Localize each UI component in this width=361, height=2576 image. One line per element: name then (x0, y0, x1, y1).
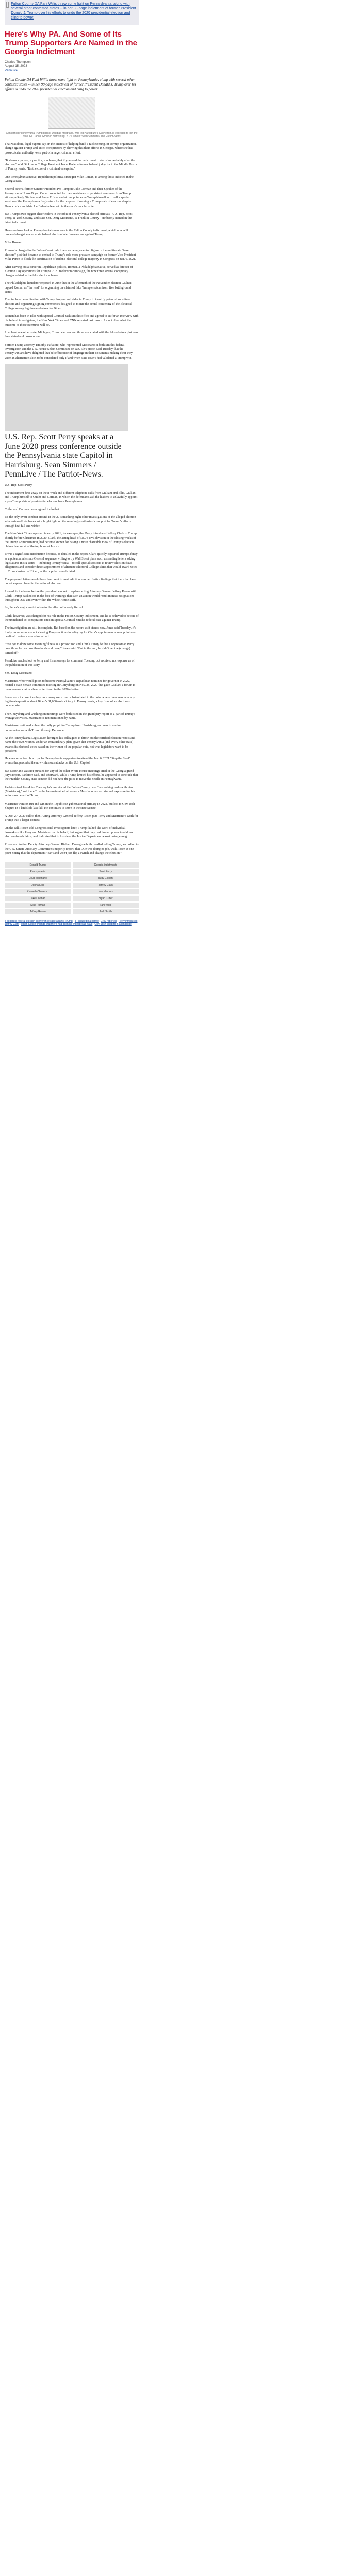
article-paragraph: Mastriano continued to beat the bully pulpit for Trump from Harrisburg, and was in routine communication with Trump through December. (5, 724, 121, 732)
article-paragraph: The New York Times reported in early 2021, for example, that Perry introduced Jeffrey Clark to Trump shortly before Christmas in 2020. Clark, the acting head of DOJ's civil division in the closing weeks of the Trump Administration, had become known for having a more charitable view of Trump's election claims than most of the top brass at Justice. (5, 532, 137, 549)
article-summary: Fulton County DA Fani Willis threw some light on Pennsylvania, along with several other contested states -- in her 98-page indictment of former President Donald J. Trump over his efforts to undo the 2020 presidential election and cling to power. (5, 78, 136, 91)
tag-chip[interactable]: Pennsylvania (5, 869, 71, 874)
author-name: Charles Thompson (5, 61, 31, 64)
inline-link[interactable]: Gov. Josh Shapiro in a landslide (94, 923, 132, 926)
article-paragraph: A Dec. 27, 2020 call to then-Acting Attorney General Jeffrey Rosen puts Perry and Mastriano's work for Trump into a larger context. (5, 814, 138, 822)
article-paragraph: Some were incorrect as they bore many were over substantiated to the point where there was ever any legitimate question about Biden's 81,000-vote victory in Pennsylvania, a key front of an electoral-college win. (5, 695, 135, 708)
top-banner (5, 0, 139, 25)
tag-chip[interactable]: Jenna Ellis (5, 883, 71, 888)
article-date: August 15, 2023 (5, 65, 27, 68)
byline (5, 60, 139, 73)
inline-link[interactable]: Perry introduced Jeffrey Clark (5, 920, 138, 926)
tag-chip[interactable]: Jack Smith (73, 909, 139, 914)
article-paragraph: That was done, legal experts say, in the interest of helping build a racketeering, or corrupt organization, charge against Trump and 18 co-conspirators by showing that their efforts in Georgia, where she has prosecutorial authority, were part of a larger criminal effort. (5, 142, 137, 155)
tag-chip[interactable]: Scott Perry (73, 869, 139, 874)
article-column (5, 0, 139, 926)
article-paragraph: It was a significant introduction because, as detailed in the report, Clark quickly captured Trump's fancy as a potential alternate General sequence willing to try Wall Street plans such as sending letters asking legislatures in six states -- including Pennsylvania -- to call special sessions to review election fraud allegations and consider direct appointment of alternate Electoral College slates that would award votes to Trump instead of Biden, as the popular vote dictated. (5, 552, 138, 573)
article-paragraph: Clark, however, was charged for his role in the Fulton County indictment, and he is believed to be one of the unindicted co-conspirators cited in Special Counsel Smith's federal case against Trump. (5, 614, 139, 622)
article-paragraph: So, Pence's major contribution to the effort ultimately fizzled. (5, 606, 84, 610)
inline-link[interactable]: CNN reported (100, 920, 117, 923)
article-paragraph: In at least one other state, Michigan, Trump electors and those associated with the fake electors plot now face state-level prosecution. (5, 331, 138, 339)
article-paragraph: Roman is charged in the Fulton Court indictment as being a central figure in the multi-state "fake electors" plot that became so central to Trump's role more pressure campaign on former Vice President Mike Pence to block the certification of Biden's electoral college majority in Congress on Jan. 6, 2021. (5, 248, 136, 261)
article-paragraph: But Mastriano was not pursued for any of the other White House meetings cited in the Georgia grand jury's report. Parlatore said, and afterward, while Trump limited his efforts, he appeared to conclude that the Franklin County state senator did not have the juice to move the needle in Pennsylvania. (5, 769, 138, 782)
article-paragraph: Here's a closer look at Pennsylvania's mentions in the Fulton County indictment, which now will proceed alongside a separate federal election interference case against Trump. (5, 228, 128, 237)
inline-links (5, 920, 139, 926)
banner-link[interactable]: Fulton County DA Fani Willis threw some light on Pennsylvania, along with several other contested states -- in her 98-page indictment of former President Donald J. Trump over his efforts to undo the 2020 presidential election and cling to power. (11, 2, 136, 20)
article-paragraph: Roman had been in talks with Special Counsel Jack Smith's office and agreed to sit for an interview with his federal investigators, the New York Times said CNN reported last month. It's not clear what the outcome of those overtures will be. (5, 314, 139, 327)
article-paragraph: As the Pennsylvania Legislature, he urged his colleagues to throw out the certified election results and name their own winner. Under an extraordinary plan, given that Pennsylvania (and every other state) awards its electoral votes based on the winner of the popular vote, not who legislators want to be president. (5, 736, 136, 753)
inline-link[interactable]: other Justice findings that there had been no widespread fraud (21, 923, 93, 926)
illustration-caption: Concerned Pennsylvania Trump backer Douglas Mastriano, who led Harrisburg's GOP effort, is expected to join the race. Gl. Capitol Group in Harrisburg, 2021. Photo: Sean Simmers / The Patriot-News (6, 132, 138, 138)
article-paragraph: Former Trump attorney Timothy Parlatore, who represented Mastriano in both Smith's federal investigation and the U.S. House Select Committee on Jan. 6th's probe, said Tuesday that the Pennsylvanians have delighted that belief because of language in their documents making clear they were an alternative slate, to be considered only if and when state court's had validated a Trump win. (5, 343, 133, 360)
publication-link[interactable]: PennLive (5, 69, 18, 72)
article-paragraph: After carving out a career in Republican politics, Roman, a Philadelphia native, served as director of Election Day operations for Trump's 2020 reelection campaign, the now three several conspiracy charges related to the fake elector scheme. (5, 265, 133, 278)
tag-chip[interactable]: Doug Mastriano (5, 876, 71, 881)
article-paragraph: On the call, Rosen told Congressional investigators later, Trump faulted the work of individual lawmakers like Perry and Mastriano on his behalf, but argued that they had limited power to address election-fraud claims, and indicated that in his view, the Justice Department wasn't doing enough. (5, 826, 133, 839)
tag-chip[interactable]: fake electors (73, 889, 139, 894)
inline-link[interactable]: a separate federal election interference case against Trump (5, 920, 73, 923)
article-paragraph: The Philadelphia liquidator reported in June that in the aftermath of the November election Giuliani tapped Roman as "the lead" for organizing the slates of fake Trump electors from five battleground states. (5, 281, 133, 294)
article-paragraph: But Trump's two biggest cheerleaders in the orbit of Pennsylvania elected officials - U.S. Rep. Scott Perry, R-York County, and state Sen. Doug Mastriano, R-Franklin County - are barely named in the latest indictment. (5, 212, 133, 225)
tag-chip[interactable]: Jeffrey Rosen (5, 909, 71, 914)
article-paragraph: Cutler and Corman never agreed to do that. (5, 507, 60, 512)
inline-link[interactable]: a Philadelphia native (74, 920, 99, 923)
article-paragraph: It's the only overt conduct around in the 20-something eight other investigations of the alleged election subversion efforts have cast a bright light on the seemingly enthusiastic support for Trump's efforts through that fall and winter. (5, 515, 136, 528)
article-paragraph: Sen. Doug Mastriano (5, 671, 32, 675)
article-paragraph: He even organized bus trips for Pennsylvania supporters to attend the Jan. 6, 2021 "Stop the Steal" events that preceded the now-infamous attacks on the U.S. Capitol. (5, 757, 131, 765)
article-paragraph: PennLive reached out to Perry and his attorneys for comment Tuesday, but received no response as of the publication of this story. (5, 659, 135, 667)
article-paragraph: Mastriano, who would go on to become Pennsylvania's Republican nominee for governor in 2022, hosted a state Senate committee meeting in Gettysburg on Nov. 25, 2020 that gave Giuliani a forum to make several claims about voter fraud in the 2020 election. (5, 679, 136, 691)
tag-chip[interactable]: Fani Willis (73, 903, 139, 908)
article-paragraph: "You got to draw some meaningfulness as a prosecutor, and I think it may be that Congressman Perry does those he can now than he should have," Jones said. "But in the end, he didn't get the (change) turned off." (5, 642, 135, 655)
article-paragraph: Rosen and Acting Deputy Attorney General Richard Donoghue both recalled telling Trump, according to the U.S. Senate Judiciary Committee's majority report, that DOJ was doing its job, with Rosen at one point noting that the department "can't and won't just flip a switch and change the election." (5, 842, 139, 855)
article-title: Here's Why PA. And Some of Its Trump Supporters Are Named in the Georgia Indictment (5, 30, 137, 56)
tag-chip[interactable]: Rudy Giuliani (73, 876, 139, 881)
article-paragraph: Instead, in the hours before the president was set to replace acting Attorney General Jeffrey Rosen with Clark, Trump backed off in the face of warnings that such an action would result in mass resignations throughout DOJ and even within the White House staff. (5, 589, 137, 602)
article-paragraph: That included coordinating with Trump lawyers and aides in Trump to identify potential substitute electors and organizing signing ceremonies designed to mimic the actual convening of the Electoral College among legitimate electors for Biden. (5, 298, 132, 310)
article-paragraph: Mastriano went on run and win in the Republican gubernatorial primary in 2022, but lost to Gov. Josh Shapiro in a landslide last fall. He continues to serve in the state Senate. (5, 802, 135, 810)
banner-thumbnail-icon (6, 2, 9, 8)
tag-chip[interactable]: Donald Trump (5, 862, 71, 868)
article-paragraph: The proposed letters would have been sent in contradiction to other Justice findings that there had been no widespread fraud in the national election. (5, 577, 137, 586)
article-illustration (48, 97, 95, 129)
article-paragraph: The indictment fires away on the 8-week and different telephone calls from Giuliani and Ellis, Giuliani and Trump himself to Cutler and Corman, in which the defendants ask the leaders to unlawfully appoint a pro-Trump slate of presidential electors from Pennsylvania. (5, 491, 138, 503)
tag-chip[interactable]: Jeffrey Clark (73, 883, 139, 888)
tag-chip[interactable]: Kenneth Chesebro (5, 889, 71, 894)
tag-chip[interactable]: Georgia indictments (73, 862, 139, 868)
article-paragraph: One Pennsylvania native, Republican political strategist Mike Roman, is among those indicted in the Georgia case. (5, 175, 134, 183)
photo-caption: U.S. Rep. Scott Perry speaks at a June 2020 press conference outside the Pennsylvania state Capitol in Harrisburg. Sean Simmers / PennLive / The Patriot-News. (5, 432, 122, 479)
tag-chip[interactable]: Mike Roman (5, 903, 71, 908)
tag-list (5, 862, 139, 914)
article-paragraph: Several others, former Senator President Pro Tempore Jake Corman and then-Speaker of the Pennsylvania House Bryan Cutler, are noted for their resistance to persistent overtures from Trump attorneys Rudy Giuliani and Jenna Ellis -- and at one point even Trump himself -- to call a special session of the Pennsylvania Legislature for the purpose of naming a Trump slate of electors despite Democratic candidate Joe Biden's clear win in the state's popular vote. (5, 187, 132, 208)
article-paragraph: Parlatore told PennLive Tuesday he's convinced the Fulton County case "has nothing to do with him (Mastriano)," and there "...as he has maintained all along - Mastriano has no criminal exposure for his actions on behalf of Trump. (5, 785, 135, 798)
article-paragraph: The investigation are still incomplete. But based on the record as it stands now, Jones said Tuesday, it's likely prosecutors are not viewing Perry's actions in lobbying for Clark's appointment - an appointment he didn't control - as a criminal act. (5, 626, 137, 638)
article-paragraph: Mike Roman (5, 241, 22, 245)
article-body (5, 142, 139, 855)
tag-chip[interactable]: Jake Corman (5, 896, 71, 901)
article-paragraph: The Gettysburg and Washington meetings were both cited in the grand jury report as a part of Trump's overage activities. Mastriano is not mentioned by name. (5, 711, 135, 720)
article-paragraph: "It shows a pattern, a practice, a scheme, that if you read the indictment ... starts immediately after the election," said Dickinson College President Jeane Kwie, a former federal judge for in the Middle District of Pennsylvania. "It's the core of a criminal enterprise." (5, 158, 139, 171)
tag-chip[interactable]: Bryan Cutler (73, 896, 139, 901)
article-photo (5, 364, 128, 431)
article-paragraph: U.S. Rep. Scott Perry (5, 483, 32, 487)
